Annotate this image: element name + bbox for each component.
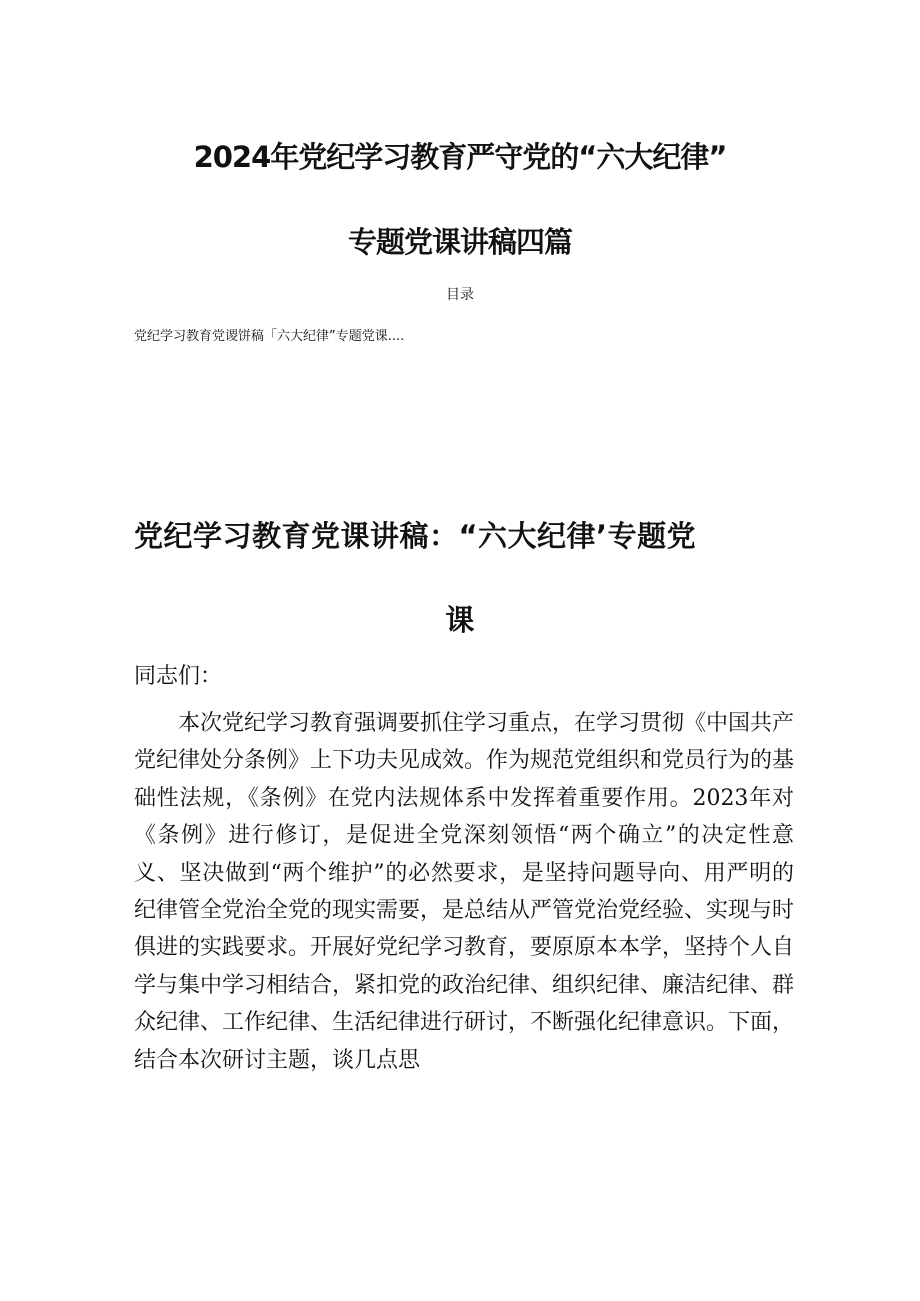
salutation: 同志们：: [134, 664, 223, 689]
document-title-line-1: 2024年党纪学习教育严守党的“六大纪律”: [193, 140, 727, 174]
toc-heading: 目录: [446, 287, 474, 303]
body-paragraph: 本次党纪学习教育强调要抓住学习重点，在学习贯彻《中国共产党纪律处分条例》上下功夫见成效。作为规范党组织和党员行为的基础性法规，《条例》在党内法规体系中发挥着重要作用。2023年对《条例》进行修订，是促进全党深刻领悟“两个确立”的决定性意义、坚决做到“两个维护”的必然要求，是坚持问题导向、用严明的纪律管全党治全党的现实需要，是总结从严管党治党经验、实现与时俱进的实践要求。开展好党纪学习教育，要原原本本学，坚持个人自学与集中学习相结合，紧扣党的政治纪律、组织纪律、廉洁纪律、群众纪律、工作纪律、生活纪律进行研讨，不断强化纪律意识。下面，结合本次研讨主题，谈几点思: [134, 711, 795, 1073]
section-title-line-1: 党纪学习教育党课讲稿：“六大纪律’专题党: [134, 519, 697, 553]
toc-entry-1[interactable]: 党纪学习教育党谡饼稿「六大纪律”专题党课....: [134, 329, 405, 344]
section-title-line-2: 课: [445, 603, 475, 637]
document-title-line-2: 专题党课讲稿四篇: [347, 225, 572, 259]
